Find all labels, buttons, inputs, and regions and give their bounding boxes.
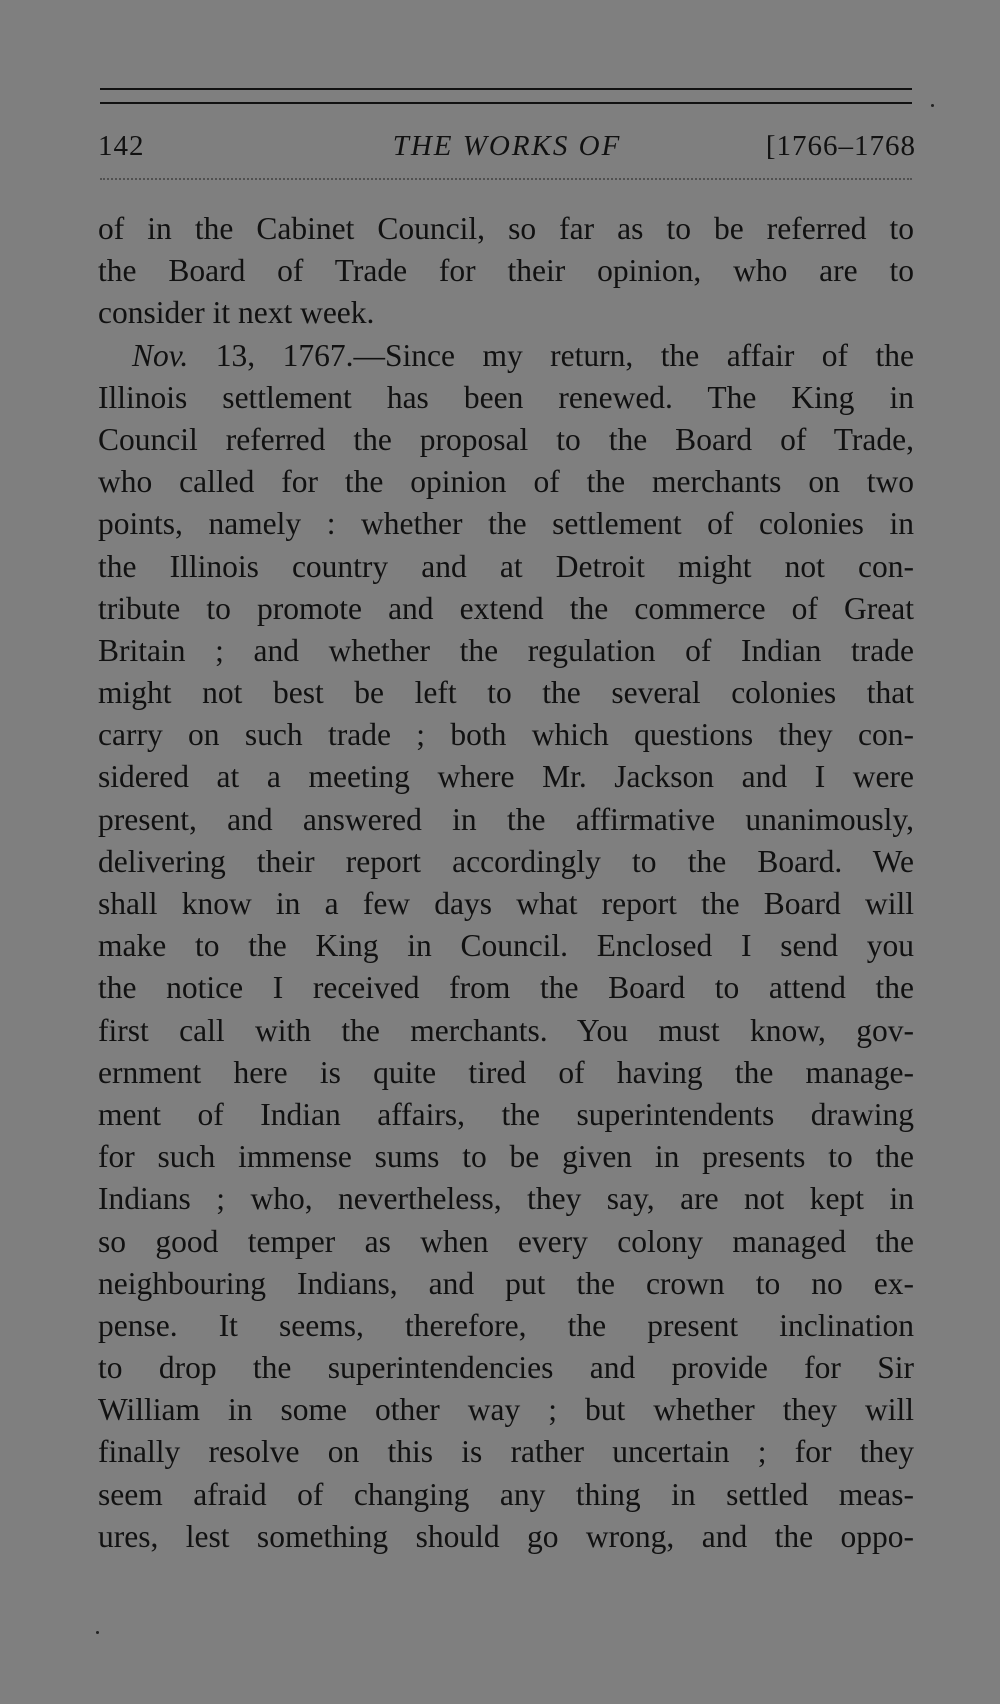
text-line: consider it next week. (98, 295, 375, 331)
text-line: might not best be left to the several colonies that (98, 675, 914, 711)
running-title: THE WORKS OF (392, 130, 622, 162)
text-line: the Board of Trade for their opinion, who are to (98, 253, 914, 289)
text-line: Indians ; who, nevertheless, they say, are not kept in (98, 1181, 914, 1217)
paragraph-lead: Nov. (132, 337, 189, 373)
text-line: pense. It seems, therefore, the present inclination (98, 1307, 914, 1343)
text-line: who called for the opinion of the merchants on two (98, 464, 914, 500)
header-rule-dotted (100, 178, 912, 180)
running-head (98, 126, 916, 166)
text-line: Council referred the proposal to the Board of Trade, (98, 421, 914, 457)
scan-speck (931, 104, 934, 107)
text-line: shall know in a few days what report the Board will (98, 886, 914, 921)
header-rule-second (100, 102, 912, 104)
text-line: ment of Indian affairs, the superintendents drawing (98, 1096, 914, 1132)
text-line: tribute to promote and extend the commerce of Great (98, 590, 914, 626)
text-line: sidered at a meeting where Mr. Jackson and I were (98, 759, 914, 795)
text-line: finally resolve on this is rather uncertain ; for they (98, 1434, 914, 1470)
date-range: [1766–1768 (765, 130, 916, 162)
text-line: Britain ; and whether the regulation of Indian trade (98, 632, 914, 668)
body-text (98, 208, 914, 1558)
text-line: the Illinois country and at Detroit might not con- (98, 548, 914, 584)
text-line: to drop the superintendencies and provide for Sir (98, 1350, 914, 1386)
text-line: for such immense sums to be given in presents to the (98, 1139, 914, 1175)
text-line-rest: 13, 1767.—Since my return, the affair of the (215, 337, 914, 373)
text-line: make to the King in Council. Enclosed I send you (98, 928, 914, 964)
text-line: Illinois settlement has been renewed. The King in (98, 379, 914, 415)
text-line: William in some other way ; but whether they will (98, 1392, 914, 1428)
page-number: 142 (98, 130, 145, 162)
text-line: the notice I received from the Board to attend the (98, 970, 914, 1006)
text-line: carry on such trade ; both which questions they con- (98, 717, 914, 753)
text-line: so good temper as when every colony managed the (98, 1223, 914, 1259)
text-line: ernment here is quite tired of having the manage- (98, 1054, 914, 1090)
text-line: neighbouring Indians, and put the crown to no ex- (98, 1265, 914, 1301)
text-line: points, namely : whether the settlement of colonies in (98, 506, 914, 542)
text-line: delivering their report accordingly to the Board. We (98, 843, 914, 879)
text-line: first call with the merchants. You must know, gov- (98, 1012, 914, 1048)
text-line: ures, lest something should go wrong, and the oppo- (98, 1518, 914, 1554)
header-rule-top (100, 88, 912, 90)
text-line-paragraph-start (98, 335, 914, 377)
text-line: present, and answered in the affirmative unanimously, (98, 801, 914, 837)
scan-speck (96, 1631, 99, 1634)
text-line: of in the Cabinet Council, so far as to be referred to (98, 211, 914, 246)
text-line: seem afraid of changing any thing in settled meas- (98, 1476, 914, 1512)
